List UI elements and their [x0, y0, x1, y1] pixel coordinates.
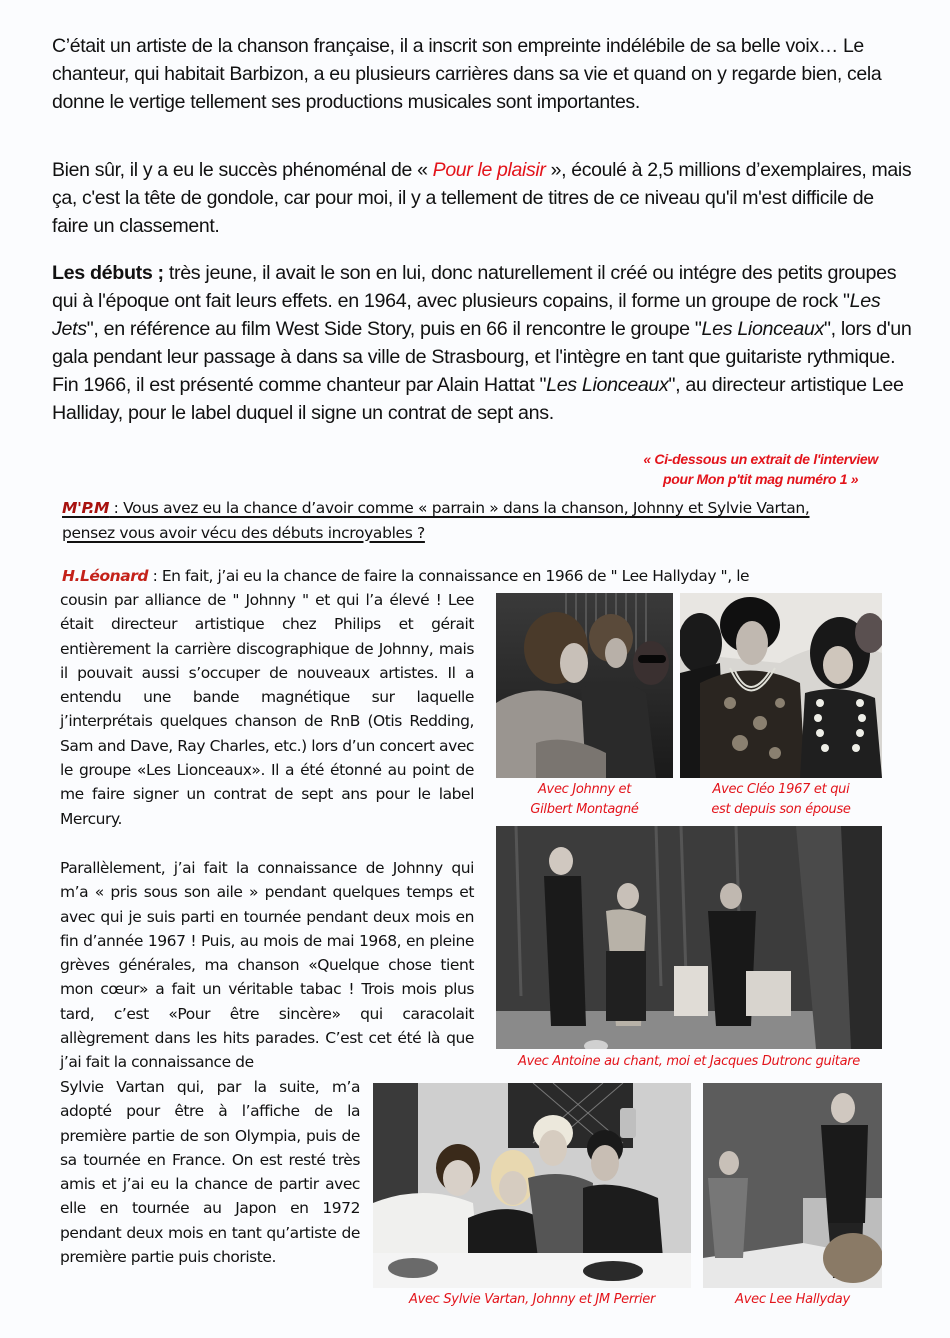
interview-note-line-2: pour Mon p'tit mag numéro 1 »: [663, 471, 859, 487]
debuts-heading: Les débuts ;: [52, 262, 164, 284]
answer-block-2: Parallèlement, j’ai fait la connaissance de Johnny qui m’a « pris sous son aile » pendant quelques temps et avec qui je suis parti en tournée pendant deux mois en fin d’année 1967 ! Puis, au mois de mai 1968, en pleine grèves générales, ma chanson «Quelque chose tient mon cœur» a fait un véritable tabac ! Trois mois plus tard, c’est «Pour être sincère» qui caracolait allègrement dans les hits parades. C’est cet été là que j’ai fait la connaissance de: [60, 859, 474, 1072]
caption-photo-5: Avec Lee Hallyday: [735, 1292, 850, 1307]
photo-antoine-dutronc-stage: [496, 826, 882, 1049]
answer-first-line: [62, 564, 882, 588]
song-title-pour-le-plaisir: Pour le plaisir: [432, 159, 546, 181]
answer-speaker-tag: H.Léonard: [62, 567, 149, 585]
caption-photo-3: Avec Antoine au chant, moi et Jacques Dutronc guitare: [517, 1054, 861, 1069]
caption-photo-2-line-1: Avec Cléo 1967 et qui: [712, 782, 850, 797]
band-les-lionceaux-2: Les Lionceaux: [546, 374, 669, 396]
answer-block-1: cousin par alliance de " Johnny " et qui l’a élevé ! Lee était directeur artistique chez Philips et gérait entièrement la carrière discographique de Johnny, mais il pouvait aussi s’occuper de nouveaux artistes. Il a entendu une bande magnétique sur laquelle j’interprétais quelques chanson de RnB (Otis Redding, Sam and Dave, Ray Charles, etc.) lors d’un concert avec le groupe «Les Lionceaux». Il a été étonné au point de me faire signer un contrat de sept ans pour le label Mercury.: [60, 591, 474, 828]
debuts-text-c: ", lors d'un gala pendant leur passage à dans sa ville de Strasbourg, et l'intègre en tant que guitariste rythmique. Fin 1966, il est présenté comme chanteur par Alain Hattat ": [52, 318, 912, 396]
answer-first-text: : En fait, j’ai eu la chance de faire la connaissance en 1966 de " Lee Hallyday ", le: [148, 567, 750, 585]
caption-photo-1: [496, 780, 673, 820]
debuts-text-d: ", au directeur artistique Lee Halliday, pour le label duquel il signe un contrat de sept ans.: [52, 374, 904, 424]
photo-johnny-gilbert: [496, 593, 673, 778]
caption-photo-2-line-2: est depuis son épouse: [711, 802, 851, 817]
debuts-paragraph: [52, 259, 912, 427]
interview-note: [643, 449, 878, 489]
question-speaker-tag: M'P.M: [62, 499, 110, 517]
photo-cleo-1967: [680, 593, 882, 778]
debuts-text-b: ", en référence au film West Side Story, puis en 66 il rencontre le groupe ": [86, 318, 702, 340]
interview-question: [62, 496, 832, 545]
caption-photo-1-line-1: Avec Johnny et: [537, 782, 632, 797]
question-text: : Vous avez eu la chance d’avoir comme « parrain » dans la chanson, Johnny et Sylvie Vartan, pensez vous avoir vécu des débuts incroyables ?: [62, 499, 810, 542]
band-les-jets: Les Jets: [52, 290, 881, 340]
caption-photo-2: [680, 780, 882, 820]
interview-note-line-1: « Ci-dessous un extrait de l'interview: [643, 451, 878, 467]
p2-text-before: Bien sûr, il y a eu le succès phénoménal de «: [52, 159, 433, 181]
answer-block-3: Sylvie Vartan qui, par la suite, m’a adopté pour être à l’affiche de la première partie de son Olympia, puis de sa tournée en France. On est resté très amis et j’ai eu la chance de partir avec elle en tournée au Japon en 1972 pendant deux mois en tant qu’artiste de première partie puis choriste.: [60, 1078, 360, 1267]
caption-photo-1-line-2: Gilbert Montagné: [530, 802, 639, 817]
intro-paragraph-1: C’était un artiste de la chanson française, il a inscrit son empreinte indélébile de sa belle voix… Le chanteur, qui habitait Barbizon, a eu plusieurs carrières dans sa vie et quand on y regarde bien, cela donne le vertige tellement ses productions musicales sont importantes.: [52, 35, 882, 113]
debuts-text-a: très jeune, il avait le son en lui, donc naturellement il créé ou intégre des petits groupes qui à l'époque ont fait leurs effets. en 1964, avec plusieurs copains, il forme un groupe de rock ": [52, 262, 897, 312]
photo-lee-hallyday: [703, 1083, 882, 1288]
intro-paragraph-2: [52, 156, 912, 240]
photo-sylvie-johnny-perrier: [373, 1083, 691, 1288]
caption-photo-4: Avec Sylvie Vartan, Johnny et JM Perrier: [408, 1292, 656, 1307]
band-les-lionceaux: Les Lionceaux: [701, 318, 824, 340]
p2-text-after: », écoulé à 2,5 millions d’exemplaires, mais ça, c'est la tête de gondole, car pour moi, il y a tellement de titres de ce niveau qu'il m'est difficile de faire un classement.: [52, 159, 912, 237]
